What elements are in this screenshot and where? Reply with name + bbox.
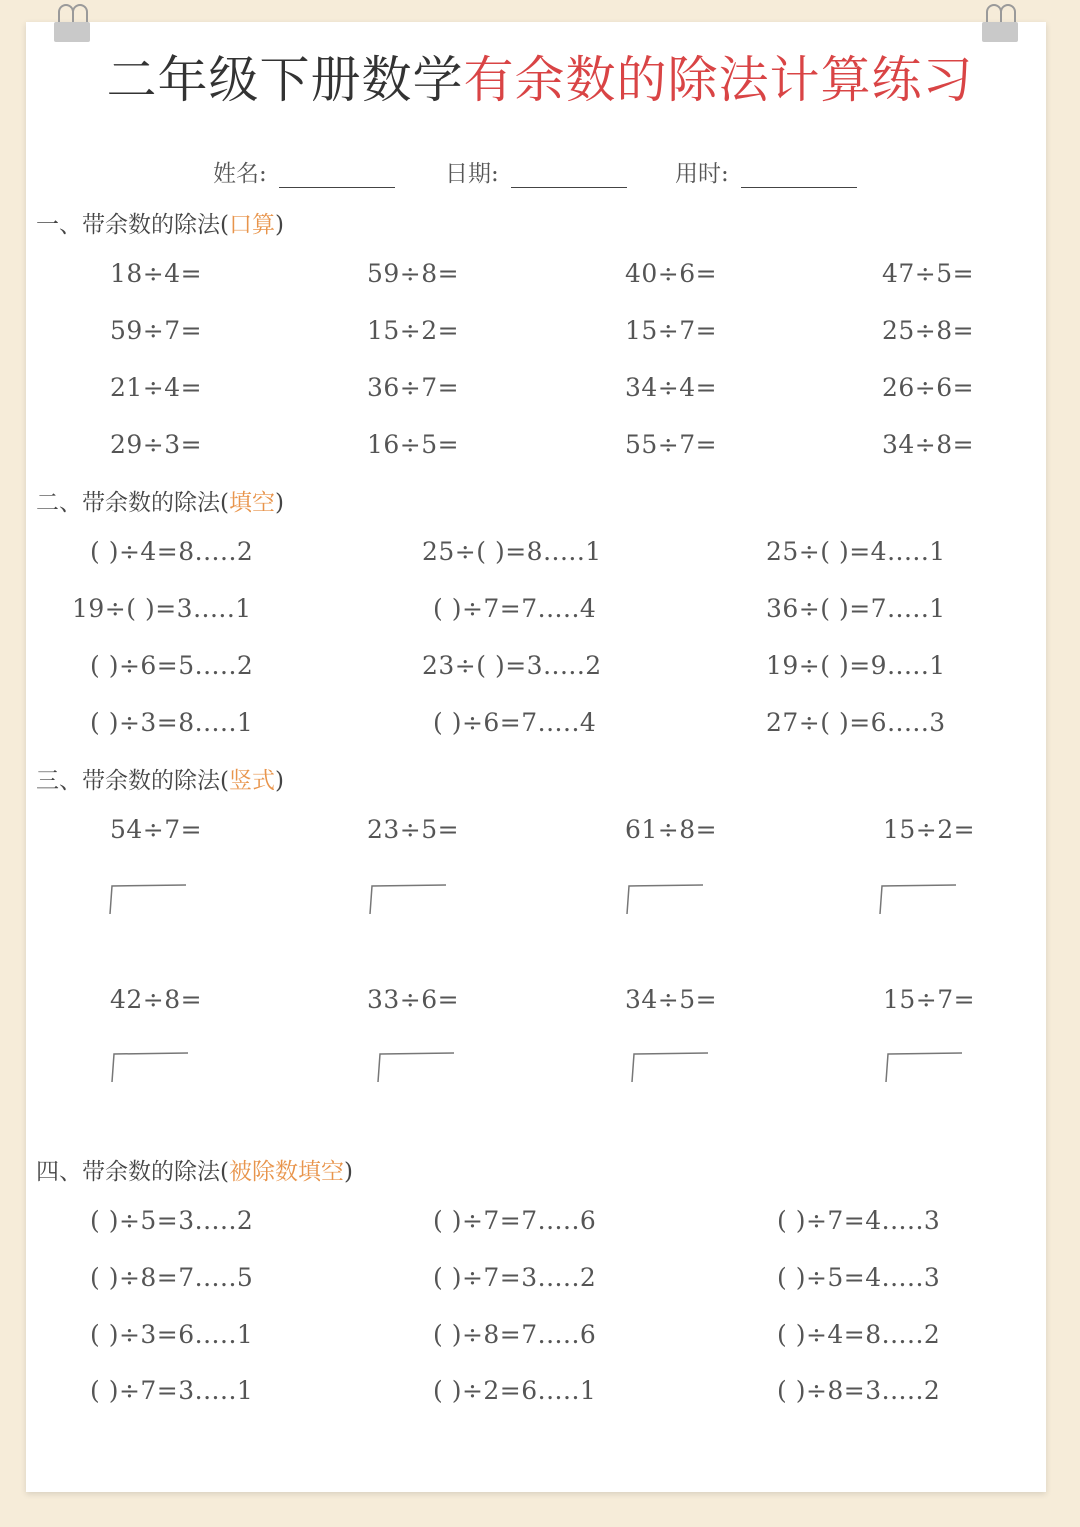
- time-field: [675, 155, 857, 188]
- section-2-title: 二、带余数的除法(填空): [36, 490, 284, 516]
- vertical-problem: 33÷6=: [367, 985, 460, 1014]
- dividend-problem: ( )÷5=3.....2: [90, 1206, 254, 1235]
- dividend-problem: ( )÷7=3.....2: [433, 1263, 597, 1292]
- long-division-bracket: [623, 883, 705, 915]
- oral-problem: 18÷4=: [110, 259, 203, 288]
- long-division-bracket: [876, 883, 958, 915]
- oral-problem: 47÷5=: [882, 259, 975, 288]
- section-4-title: 四、带余数的除法(被除数填空): [36, 1159, 353, 1185]
- vertical-problem: 23÷5=: [367, 815, 460, 844]
- dividend-problem: ( )÷7=7.....6: [433, 1206, 597, 1235]
- binder-clip-icon: [52, 4, 92, 42]
- dividend-problem: ( )÷2=6.....1: [433, 1376, 597, 1405]
- oral-problem: 36÷7=: [367, 373, 460, 402]
- fill-blank-problem: 19÷( )=9.....1: [766, 651, 946, 680]
- dividend-problem: ( )÷5=4.....3: [777, 1263, 941, 1292]
- long-division-bracket: [366, 883, 448, 915]
- oral-problem: 26÷6=: [882, 373, 975, 402]
- fill-blank-problem: ( )÷3=8.....1: [90, 708, 254, 737]
- section-3-title: 三、带余数的除法(竖式): [36, 768, 284, 794]
- dividend-problem: ( )÷7=3.....1: [90, 1376, 254, 1405]
- vertical-problem: 15÷7=: [883, 985, 976, 1014]
- oral-problem: 29÷3=: [110, 430, 203, 459]
- vertical-problem: 61÷8=: [625, 815, 718, 844]
- long-division-bracket: [108, 1051, 190, 1083]
- fill-blank-problem: 25÷( )=4.....1: [766, 537, 946, 566]
- vertical-problem: 42÷8=: [110, 985, 203, 1014]
- time-label: 用时:: [675, 161, 729, 187]
- dividend-problem: ( )÷7=4.....3: [777, 1206, 941, 1235]
- title-main: 二年级下册数学: [106, 51, 464, 109]
- dividend-problem: ( )÷8=7.....6: [433, 1320, 597, 1349]
- time-blank: [741, 163, 857, 188]
- vertical-problem: 54÷7=: [110, 815, 203, 844]
- oral-problem: 15÷7=: [625, 316, 718, 345]
- dividend-problem: ( )÷3=6.....1: [90, 1320, 254, 1349]
- oral-problem: 40÷6=: [625, 259, 718, 288]
- date-field: [445, 155, 627, 188]
- date-label: 日期:: [445, 161, 499, 187]
- binder-clip-icon: [980, 4, 1020, 42]
- dividend-problem: ( )÷8=7.....5: [90, 1263, 254, 1292]
- fill-blank-problem: ( )÷7=7.....4: [433, 594, 597, 623]
- fill-blank-problem: 25÷( )=8.....1: [422, 537, 602, 566]
- long-division-bracket: [106, 883, 188, 915]
- fill-blank-problem: 36÷( )=7.....1: [766, 594, 946, 623]
- name-blank: [279, 163, 395, 188]
- oral-problem: 59÷8=: [367, 259, 460, 288]
- vertical-problem: 15÷2=: [883, 815, 976, 844]
- fill-blank-problem: ( )÷6=7.....4: [433, 708, 597, 737]
- date-blank: [511, 163, 627, 188]
- fill-blank-problem: 23÷( )=3.....2: [422, 651, 602, 680]
- oral-problem: 34÷4=: [625, 373, 718, 402]
- vertical-problem: 34÷5=: [625, 985, 718, 1014]
- oral-problem: 15÷2=: [367, 316, 460, 345]
- long-division-bracket: [882, 1051, 964, 1083]
- dividend-problem: ( )÷8=3.....2: [777, 1376, 941, 1405]
- page-title: [0, 40, 1080, 112]
- fill-blank-problem: ( )÷6=5.....2: [90, 651, 254, 680]
- fill-blank-problem: 19÷( )=3.....1: [72, 594, 252, 623]
- fill-blank-problem: ( )÷4=8.....2: [90, 537, 254, 566]
- oral-problem: 55÷7=: [625, 430, 718, 459]
- name-field: [213, 155, 395, 188]
- long-division-bracket: [628, 1051, 710, 1083]
- oral-problem: 25÷8=: [882, 316, 975, 345]
- oral-problem: 21÷4=: [110, 373, 203, 402]
- oral-problem: 59÷7=: [110, 316, 203, 345]
- name-label: 姓名:: [213, 161, 267, 187]
- fill-blank-problem: 27÷( )=6.....3: [766, 708, 946, 737]
- long-division-bracket: [374, 1051, 456, 1083]
- oral-problem: 16÷5=: [367, 430, 460, 459]
- oral-problem: 34÷8=: [882, 430, 975, 459]
- title-highlight: 有余数的除法计算练习: [463, 51, 974, 109]
- section-1-title: 一、带余数的除法(口算): [36, 212, 284, 238]
- dividend-problem: ( )÷4=8.....2: [777, 1320, 941, 1349]
